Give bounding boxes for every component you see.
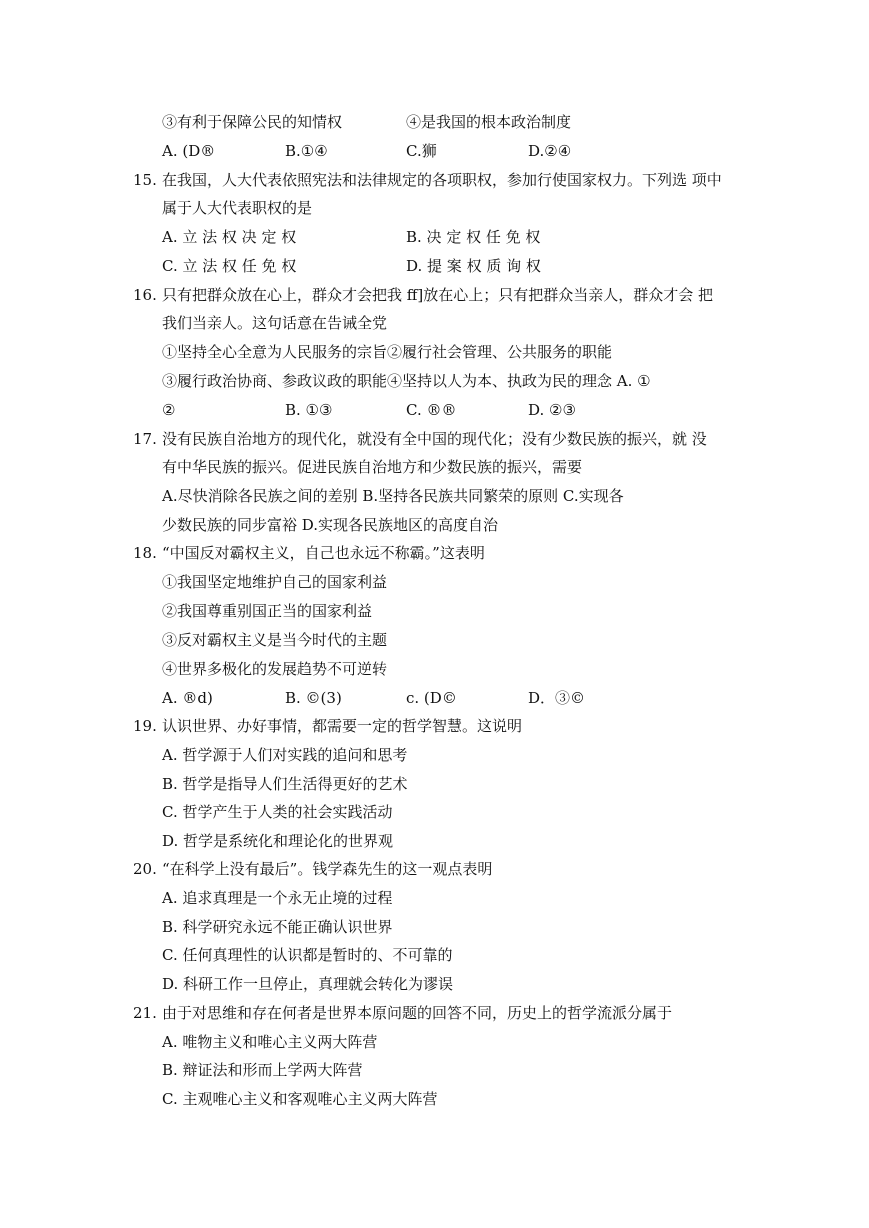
question-number: 15. [133, 171, 157, 189]
choice-b: B. 辩证法和形而上学两大阵营 [162, 1061, 363, 1079]
choice-b: B. 哲学是指导人们生活得更好的艺术 [162, 775, 408, 793]
choice-a-cont: ② [162, 401, 176, 419]
choice-c: C. 哲学产生于人类的社会实践活动 [162, 803, 393, 821]
question-15-stem-cont: 属于人大代表职权的是 [162, 199, 313, 217]
question-15-stem: 在我国，人大代表依照宪法和法律规定的各项职权，参加行使国家权力。下列选 项中 [162, 171, 722, 189]
choice-b: B. ©(3) [285, 689, 342, 707]
choice-d: D. 哲学是系统化和理论化的世界观 [162, 832, 394, 850]
option-4: ④是我国的根本政治制度 [406, 113, 572, 131]
choice-d: D. ②③ [528, 401, 576, 419]
choice-d: D. 科研工作一旦停止，真理就会转化为谬误 [162, 975, 454, 993]
question-21-stem: 由于对思维和存在何者是世界本原问题的回答不同，历史上的哲学流派分属于 [162, 1004, 673, 1022]
choice-b: B. 科学研究永远不能正确认识世界 [162, 918, 393, 936]
question-16-options-cont: ③履行政治协商、参政议政的职能④坚持以人为本、执政为民的理念 A. ① [162, 372, 651, 390]
question-17-stem: 没有民族自治地方的现代化，就没有全中国的现代化；没有少数民族的振兴，就 没 [162, 430, 707, 448]
question-number: 18. [133, 544, 157, 562]
choice-d: D. 提 案 权 质 询 权 [406, 257, 541, 275]
choice-c: C. ®® [406, 401, 457, 419]
choice-a: A. 追求真理是一个永无止境的过程 [162, 889, 393, 907]
question-18-stem: “中国反对霸权主义，自己也永远不称霸。”这表明 [162, 544, 485, 562]
choice-a: A. 哲学源于人们对实践的追问和思考 [162, 746, 408, 764]
question-16-options: ①坚持全心全意为人民服务的宗旨②履行社会管理、公共服务的职能 [162, 343, 613, 361]
choice-a: A. 唯物主义和唯心主义两大阵营 [162, 1033, 378, 1051]
question-number: 21. [133, 1004, 157, 1022]
choice-d: D.②④ [528, 142, 572, 160]
option-3: ③有利于保障公民的知情权 [162, 113, 343, 131]
question-17-stem-cont: 有中华民族的振兴。促进民族自治地方和少数民族的振兴，需要 [162, 458, 583, 476]
question-16-stem-cont: 我们当亲人。这句话意在告诫全党 [162, 314, 388, 332]
question-16-stem: 只有把群众放在心上，群众才会把我 ff]放在心上；只有把群众当亲人，群众才会 把 [162, 286, 714, 304]
question-number: 20. [133, 860, 157, 878]
question-number: 16. [133, 286, 157, 304]
choice-a: A. ®d) [162, 689, 213, 707]
question-number: 17. [133, 430, 157, 448]
question-20-stem: “在科学上没有最后”。钱学森先生的这一观点表明 [162, 860, 493, 878]
choice-c: C.狮 [406, 142, 437, 160]
option-2: ②我国尊重别国正当的国家利益 [162, 602, 373, 620]
question-17-choices: A.尽快消除各民族之间的差别 B.坚持各民族共同繁荣的原则 C.实现各 [162, 487, 624, 505]
choice-c: c. (D© [406, 689, 457, 707]
option-1: ①我国坚定地维护自己的国家利益 [162, 573, 388, 591]
choice-b: B. 决 定 权 任 免 权 [406, 228, 541, 246]
choice-c: C. 立 法 权 任 免 权 [162, 257, 297, 275]
question-17-choices-cont: 少数民族的同步富裕 D.实现各民族地区的高度自治 [162, 516, 499, 534]
choice-c: C. 主观唯心主义和客观唯心主义两大阵营 [162, 1090, 438, 1108]
question-number: 19. [133, 717, 157, 735]
choice-a: A. 立 法 权 决 定 权 [162, 228, 297, 246]
choice-b: B.①④ [285, 142, 328, 160]
question-19-stem: 认识世界、办好事情，都需要一定的哲学智慧。这说明 [162, 717, 523, 735]
option-3: ③反对霸权主义是当今时代的主题 [162, 631, 388, 649]
choice-c: C. 任何真理性的认识都是暂时的、不可靠的 [162, 946, 453, 964]
choice-d: D．③© [528, 689, 586, 707]
option-4: ④世界多极化的发展趋势不可逆转 [162, 660, 388, 678]
choice-a: A. (D® [162, 142, 216, 160]
choice-b: B. ①③ [285, 401, 333, 419]
